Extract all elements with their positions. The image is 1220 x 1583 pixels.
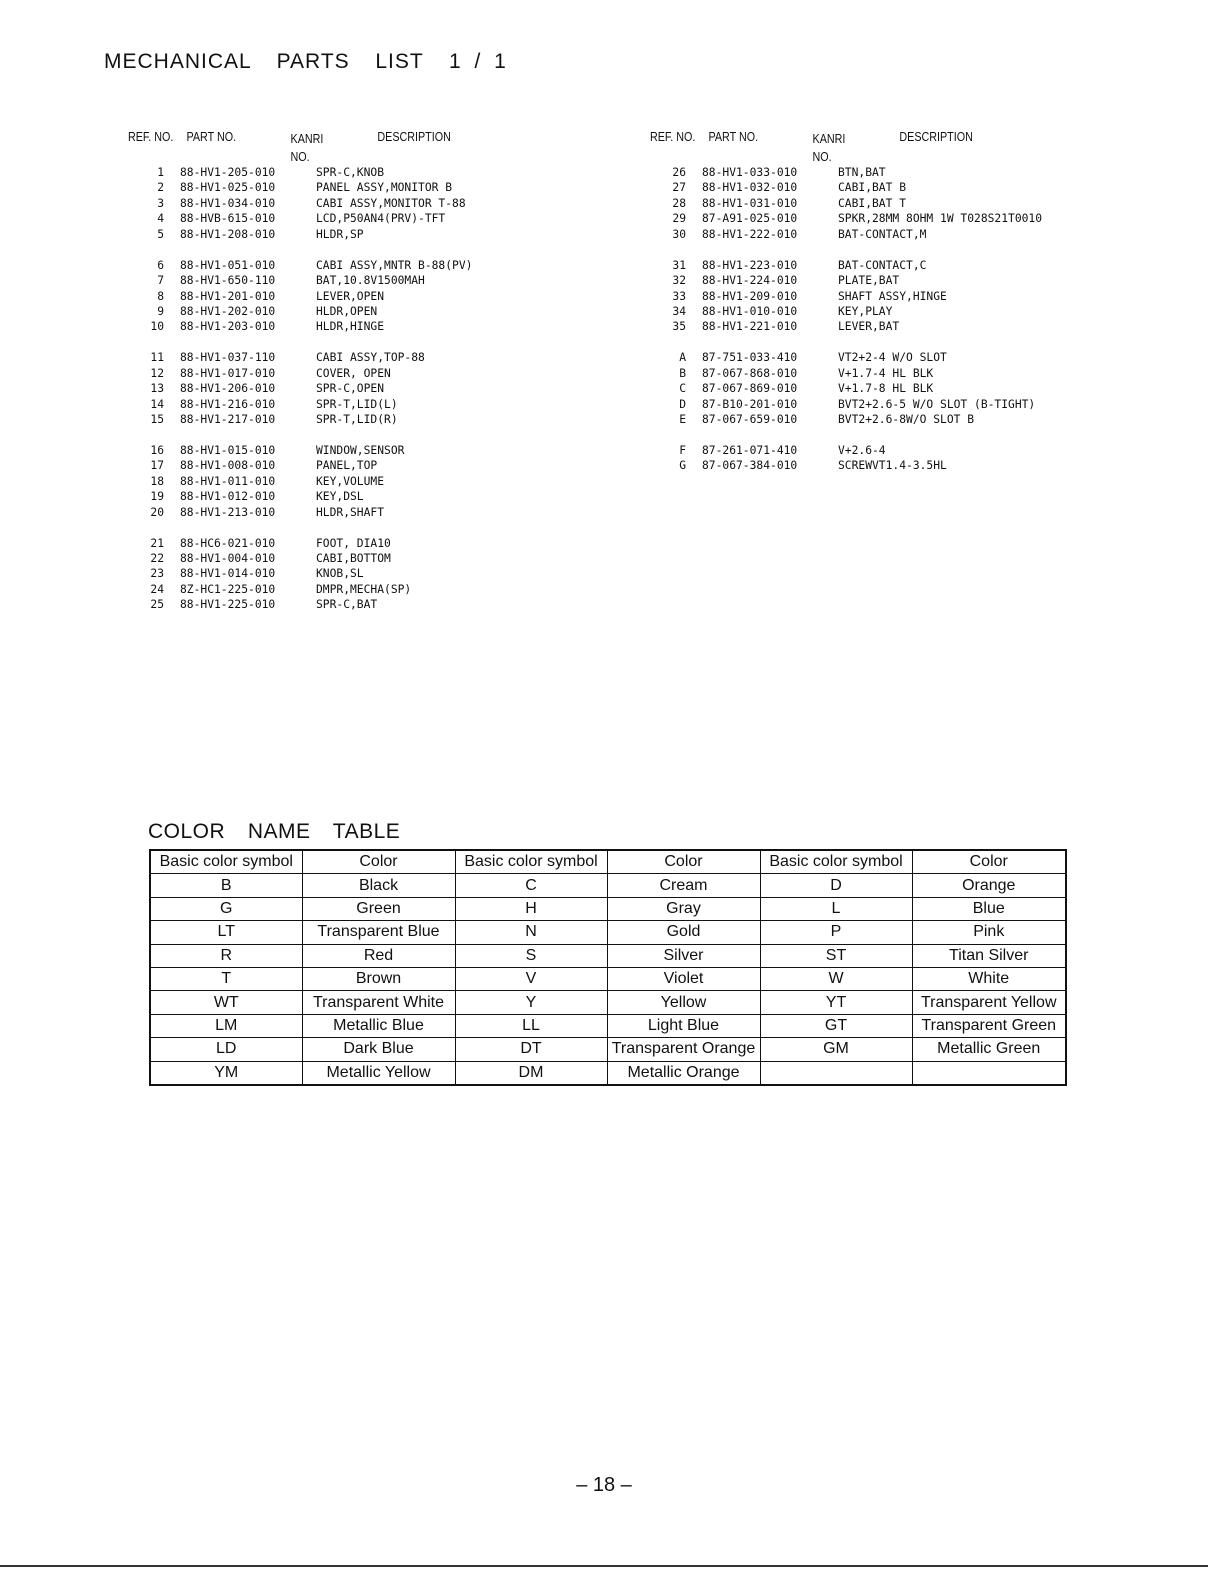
part-ref-no: 3 [157, 196, 164, 210]
part-number: 87-751-033-410 [702, 351, 798, 365]
part-number: 8Z-HC1-225-010 [180, 582, 276, 596]
color-name-cell: Titan Silver [912, 944, 1066, 967]
header-description: DESCRIPTION [377, 130, 451, 144]
part-ref-no: D [679, 397, 686, 411]
color-symbol-cell [760, 1061, 912, 1085]
part-number: 88-HV1-216-010 [180, 397, 276, 411]
part-number: 88-HV1-011-010 [180, 474, 276, 488]
part-description: V+1.7-4 HL BLK [838, 366, 934, 380]
header-kanri [813, 130, 846, 166]
part-description: BAT-CONTACT,M [838, 227, 927, 241]
part-description: SPR-C,KNOB [316, 166, 385, 179]
part-number: 88-HV1-225-010 [180, 598, 276, 612]
color-name-cell: Black [302, 874, 455, 897]
color-symbol-cell: V [455, 967, 607, 990]
part-number: 88-HV1-202-010 [180, 304, 276, 318]
part-ref-no: 34 [672, 304, 686, 318]
part-number: 88-HV1-033-010 [702, 166, 798, 179]
part-ref-no: 32 [672, 274, 686, 288]
part-ref-no: 18 [150, 474, 164, 488]
part-description: SPR-T,LID(L) [316, 397, 398, 411]
part-number: 88-HV1-213-010 [180, 505, 276, 519]
part-description: BTN,BAT [838, 166, 886, 179]
part-number: 88-HV1-008-010 [180, 459, 276, 473]
color-name-table [149, 849, 1067, 1086]
part-description: COVER, OPEN [316, 366, 391, 380]
part-description: SPKR,28MM 8OHM 1W T028S21T0010 [838, 212, 1043, 226]
part-ref-no: 16 [150, 443, 164, 457]
table-header-row [150, 850, 1066, 874]
color-symbol-cell: GM [760, 1038, 912, 1061]
color-symbol-cell: W [760, 967, 912, 990]
part-number: 88-HV1-224-010 [702, 274, 798, 288]
table-row [150, 1038, 1066, 1061]
part-description: V+2.6-4 [838, 443, 886, 457]
part-ref-no: 9 [157, 304, 164, 318]
color-symbol-cell: H [455, 897, 607, 920]
part-ref-no: 26 [672, 166, 686, 179]
part-number: 87-261-071-410 [702, 443, 798, 457]
part-description: SPR-C,BAT [316, 598, 378, 612]
part-ref-no: 20 [150, 505, 164, 519]
page-number: – 18 – [576, 1474, 632, 1496]
header-symbol-cell: Basic color symbol [150, 850, 302, 874]
part-description: DMPR,MECHA(SP) [316, 582, 412, 596]
color-symbol-cell: S [455, 944, 607, 967]
part-number: 88-HV1-012-010 [180, 490, 276, 504]
part-number: 88-HV1-221-010 [702, 320, 798, 334]
header-part-no: PART NO. [186, 130, 237, 144]
part-description: LCD,P50AN4(PRV)-TFT [316, 212, 446, 226]
part-description: CABI ASSY,MONITOR T-88 [316, 196, 466, 210]
color-table-title: COLOR NAME TABLE [148, 820, 401, 843]
part-number: 88-HV1-203-010 [180, 320, 276, 334]
color-name-cell: Brown [302, 967, 455, 990]
part-ref-no: E [679, 413, 686, 426]
part-description: LEVER,BAT [838, 320, 900, 334]
part-ref-no: 4 [157, 212, 164, 226]
part-number: 88-HVB-615-010 [180, 212, 276, 226]
part-description: CABI,BOTTOM [316, 551, 391, 565]
part-description: CABI ASSY,MNTR B-88(PV) [316, 258, 473, 272]
color-symbol-cell: DM [455, 1061, 607, 1085]
part-number: 88-HV1-014-010 [180, 567, 276, 581]
part-ref-no: C [679, 382, 686, 396]
table-row [150, 991, 1066, 1014]
part-ref-no: 30 [672, 227, 686, 241]
header-kanri-label: KANRI [290, 132, 324, 146]
part-number: 88-HV1-034-010 [180, 196, 276, 210]
part-number: 87-A91-025-010 [702, 212, 798, 226]
part-number: 88-HV1-209-010 [702, 289, 798, 303]
part-ref-no: B [679, 366, 686, 380]
part-description: WINDOW,SENSOR [316, 443, 405, 457]
part-number: 88-HV1-032-010 [702, 181, 798, 195]
table-row [150, 874, 1066, 897]
part-description: SCREWVT1.4-3.5HL [838, 459, 947, 473]
part-description: SPR-T,LID(R) [316, 413, 398, 426]
color-name-cell: Gold [607, 921, 760, 944]
header-kanri [291, 130, 324, 166]
color-name-cell: Metallic Yellow [302, 1061, 455, 1085]
page-title: MECHANICAL PARTS LIST 1 / 1 [104, 50, 507, 73]
table-row [150, 1014, 1066, 1037]
part-description: BVT2+2.6-8W/O SLOT B [838, 413, 975, 426]
header-symbol-cell: Basic color symbol [760, 850, 912, 874]
part-description: PLATE,BAT [838, 274, 900, 288]
part-description: LEVER,OPEN [316, 289, 385, 303]
part-ref-no: 27 [672, 181, 686, 195]
part-number: 88-HV1-650-110 [180, 274, 276, 288]
part-description: PANEL ASSY,MONITOR B [316, 181, 453, 195]
header-kanri-label: KANRI [812, 132, 846, 146]
header-color-cell: Color [912, 850, 1066, 874]
color-name-cell: Metallic Green [912, 1038, 1066, 1061]
part-number: 88-HV1-217-010 [180, 413, 276, 426]
color-symbol-cell: LD [150, 1038, 302, 1061]
part-ref-no: 33 [672, 289, 686, 303]
part-description: KEY,VOLUME [316, 474, 385, 488]
color-symbol-cell: LL [455, 1014, 607, 1037]
color-symbol-cell: D [760, 874, 912, 897]
part-number: 88-HV1-208-010 [180, 227, 276, 241]
part-number: 88-HV1-223-010 [702, 258, 798, 272]
part-description: HLDR,SHAFT [316, 505, 385, 519]
color-name-cell: White [912, 967, 1066, 990]
part-ref-no: 8 [157, 289, 164, 303]
part-number: 88-HV1-206-010 [180, 382, 276, 396]
part-number: 88-HV1-017-010 [180, 366, 276, 380]
color-symbol-cell: N [455, 921, 607, 944]
color-name-cell: Dark Blue [302, 1038, 455, 1061]
color-symbol-cell: WT [150, 991, 302, 1014]
part-number: 87-067-869-010 [702, 382, 798, 396]
color-name-cell: Silver [607, 944, 760, 967]
color-name-cell: Metallic Orange [607, 1061, 760, 1085]
header-symbol-cell: Basic color symbol [455, 850, 607, 874]
part-description: BAT-CONTACT,C [838, 258, 927, 272]
color-symbol-cell: YM [150, 1061, 302, 1085]
part-number: 88-HV1-015-010 [180, 443, 276, 457]
table-row [150, 967, 1066, 990]
color-name-cell: Transparent Blue [302, 921, 455, 944]
part-ref-no: 13 [150, 382, 164, 396]
header-ref-no: REF. NO. [650, 130, 696, 144]
part-number: 88-HV1-037-110 [180, 351, 276, 365]
color-symbol-cell: YT [760, 991, 912, 1014]
part-ref-no: 17 [150, 459, 164, 473]
part-description: KEY,DSL [316, 490, 364, 504]
part-description: BAT,10.8V1500MAH [316, 274, 425, 288]
color-symbol-cell: LM [150, 1014, 302, 1037]
part-ref-no: 12 [150, 366, 164, 380]
header-color-cell: Color [607, 850, 760, 874]
part-ref-no: 10 [150, 320, 164, 334]
part-number: 88-HV1-010-010 [702, 304, 798, 318]
part-description: BVT2+2.6-5 W/O SLOT (B-TIGHT) [838, 397, 1036, 411]
part-number: 88-HV1-031-010 [702, 196, 798, 210]
part-description: PANEL,TOP [316, 459, 378, 473]
header-color-cell: Color [302, 850, 455, 874]
part-ref-no: 31 [672, 258, 686, 272]
part-description: SHAFT ASSY,HINGE [838, 289, 947, 303]
part-number: 87-067-384-010 [702, 459, 798, 473]
color-name-cell: Transparent White [302, 991, 455, 1014]
part-description: CABI,BAT T [838, 196, 907, 210]
header-kanri-no: NO. [290, 150, 310, 164]
color-name-cell: Transparent Orange [607, 1038, 760, 1061]
part-ref-no: 23 [150, 567, 164, 581]
part-ref-no: 24 [150, 582, 164, 596]
part-ref-no: 11 [150, 351, 164, 365]
color-symbol-cell: LT [150, 921, 302, 944]
part-description: FOOT, DIA10 [316, 536, 391, 550]
part-description: CABI,BAT B [838, 181, 907, 195]
color-symbol-cell: B [150, 874, 302, 897]
table-row [150, 1061, 1066, 1085]
table-row [150, 944, 1066, 967]
part-ref-no: 22 [150, 551, 164, 565]
color-name-cell: Orange [912, 874, 1066, 897]
part-ref-no: 2 [157, 181, 164, 195]
color-name-cell: Pink [912, 921, 1066, 944]
color-name-cell [912, 1061, 1066, 1085]
part-ref-no: F [679, 443, 686, 457]
part-description: KEY,PLAY [838, 304, 893, 318]
part-ref-no: 29 [672, 212, 686, 226]
color-symbol-cell: G [150, 897, 302, 920]
color-name-cell: Transparent Green [912, 1014, 1066, 1037]
part-ref-no: 28 [672, 196, 686, 210]
color-symbol-cell: DT [455, 1038, 607, 1061]
color-symbol-cell: C [455, 874, 607, 897]
part-number: 88-HC6-021-010 [180, 536, 276, 550]
header-part-no: PART NO. [708, 130, 759, 144]
color-symbol-cell: ST [760, 944, 912, 967]
part-ref-no: G [679, 459, 686, 473]
color-name-cell: Red [302, 944, 455, 967]
part-ref-no: 6 [157, 258, 164, 272]
part-ref-no: 7 [157, 274, 164, 288]
part-ref-no: 35 [672, 320, 686, 334]
part-number: 88-HV1-025-010 [180, 181, 276, 195]
part-ref-no: 5 [157, 227, 164, 241]
part-description: V+1.7-8 HL BLK [838, 382, 934, 396]
part-number: 87-067-659-010 [702, 413, 798, 426]
color-name-cell: Transparent Yellow [912, 991, 1066, 1014]
part-description: HLDR,OPEN [316, 304, 378, 318]
part-ref-no: 19 [150, 490, 164, 504]
part-description: HLDR,SP [316, 227, 364, 241]
part-number: 88-HV1-051-010 [180, 258, 276, 272]
header-ref-no: REF. NO. [128, 130, 174, 144]
part-description: SPR-C,OPEN [316, 382, 385, 396]
part-description: CABI ASSY,TOP-88 [316, 351, 425, 365]
header-kanri-no: NO. [812, 150, 832, 164]
header-description: DESCRIPTION [899, 130, 973, 144]
part-number: 88-HV1-222-010 [702, 227, 798, 241]
color-symbol-cell: Y [455, 991, 607, 1014]
part-ref-no: 15 [150, 413, 164, 426]
part-number: 88-HV1-004-010 [180, 551, 276, 565]
color-name-cell: Green [302, 897, 455, 920]
part-ref-no: 14 [150, 397, 164, 411]
color-symbol-cell: GT [760, 1014, 912, 1037]
part-number: 87-067-868-010 [702, 366, 798, 380]
part-ref-no: 1 [157, 166, 164, 179]
color-symbol-cell: P [760, 921, 912, 944]
color-symbol-cell: T [150, 967, 302, 990]
color-symbol-cell: R [150, 944, 302, 967]
color-name-cell: Metallic Blue [302, 1014, 455, 1037]
bottom-rule [0, 1565, 1208, 1567]
part-ref-no: 25 [150, 598, 164, 612]
color-name-cell: Gray [607, 897, 760, 920]
color-name-cell: Light Blue [607, 1014, 760, 1037]
color-name-cell: Blue [912, 897, 1066, 920]
color-symbol-cell: L [760, 897, 912, 920]
part-ref-no: A [679, 351, 686, 365]
part-number: 88-HV1-201-010 [180, 289, 276, 303]
color-name-cell: Yellow [607, 991, 760, 1014]
table-row [150, 921, 1066, 944]
color-name-cell: Violet [607, 967, 760, 990]
part-description: VT2+2-4 W/O SLOT [838, 351, 947, 365]
color-name-cell: Cream [607, 874, 760, 897]
part-description: HLDR,HINGE [316, 320, 385, 334]
table-row [150, 897, 1066, 920]
part-ref-no: 21 [150, 536, 164, 550]
part-number: 87-B10-201-010 [702, 397, 798, 411]
part-description: KNOB,SL [316, 567, 364, 581]
part-number: 88-HV1-205-010 [180, 166, 276, 179]
